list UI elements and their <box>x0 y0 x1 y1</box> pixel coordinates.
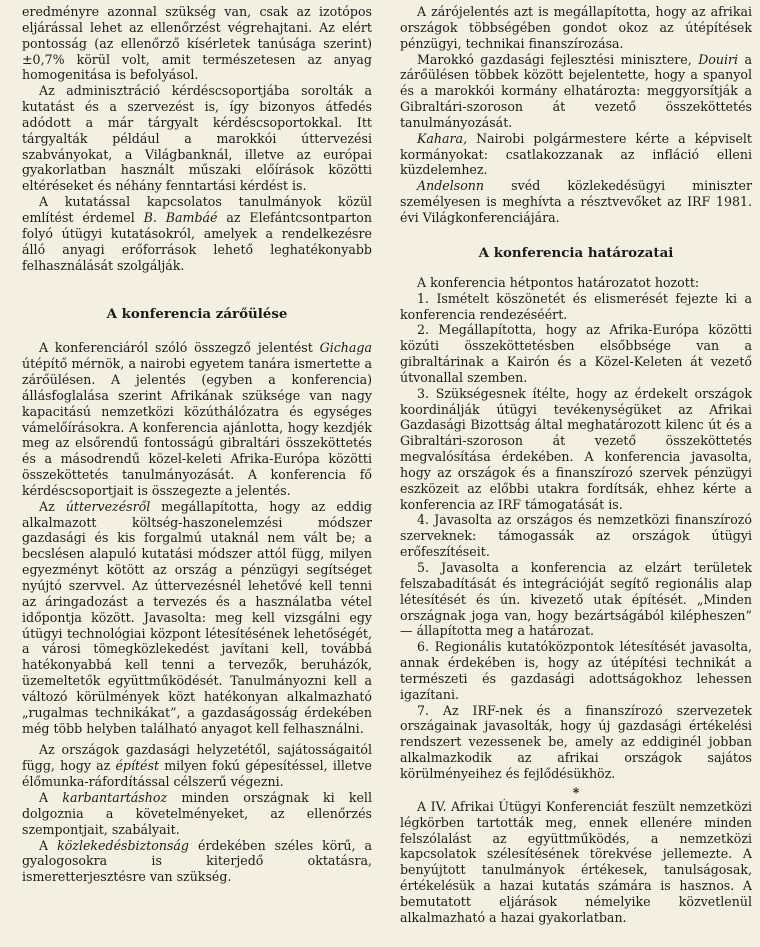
paragraph: Marokkó gazdasági fejlesztési minisztere, Douiri a zárőülésen többek között bejelentette, hogy a spanyol és a marokkói kormány elhatározta: meggyorsítják a Gibraltári-szoroson át vezető összeköttetés tanulmányozását. <box>400 51 752 130</box>
paragraph: Az adminisztráció kérdéscsoportjába sorolták a kutatást és a szervezést is, így bizonyos átfedés adódott a már tárgyalt kérdéscsoportokkal. Itt tárgyalták például a marokkói úttervezési szabványokat, a Világbanknál, illetve az európai gyakorlatban használt műszaki előírások közötti eltéréseket és néhány fenntartási kérdést is. <box>22 83 372 194</box>
paragraph: A konferenciáról szóló összegző jelentést Gichaga útépítő mérnök, a nairobi egyetem tanára ismertette a zárőülésen. A jelentés (egyben a konferencia) állásfoglalása szerint Afrikának szüksége van nagy kapacitású nemzetközi közúthálózatra és egységes vámelőírásokra. A konferencia ajánlotta, hogy kezdjék meg az elsőrendű fontosságú gibraltári összeköttetés és a másodrendű közel-keleti Afrika-Európa közötti összeköttetés tanulmányozását. A konferencia fő kérdéscsoportjait is összegezte a jelentés. <box>22 340 372 498</box>
section-heading: A konferencia zárőülése <box>106 306 288 323</box>
paragraph: A IV. Afrikai Útügyi Konferenciát feszült nemzetközi légkörben tartották meg, ennek ellenére minden felszólalást az együttműködés, a nemzetközi kapcsolatok szélesítésének törekvése jellemezte. A benyújtott tanulmányok értékesek, tanulságosak, értékelésük a hazai kutatás számára is hasznos. A bemutatott eljárások némelyike közvetlenül alkalmazható a hazai gyakorlatban. <box>400 798 752 925</box>
paragraph: Az országok gazdasági helyzetétől, sajátosságaitól függ, hogy az építést milyen fokú gépesítéssel, illetve élőmunka-ráfordítással célszerű végezni. <box>22 742 372 790</box>
emphasized-term: úttervezésről <box>65 498 151 514</box>
emphasized-term: karbantartáshoz <box>62 789 168 805</box>
resolution-intro: A konferencia hétpontos határozatot hozott: <box>417 274 700 290</box>
paragraph: A zárójelentés azt is megállapította, hogy az afrikai országok többségében gondot okoz az útépítések pénzügyi, technikai finanszírozása. <box>400 4 752 51</box>
person-name: B. Bambáé <box>143 209 218 225</box>
resolution-item: 2. Megállapította, hogy az Afrika-Európa közötti közúti összeköttetésben elsőbbsége van a gibraltárinak a Kairón és a Közel-Keleten át vezető útvonallal szemben. <box>400 322 752 385</box>
section-heading: A konferencia határozatai <box>478 244 674 261</box>
resolution-item: 5. Javasolta a konferencia az elzárt területek felszabadítását és integrációját segítő regionális alap létesítését és ún. kivezető utak építését. „Minden országnak joga van, hogy bezártságából kilépheszen” — állapította meg a határozat. <box>400 560 752 639</box>
person-name: Andelsonn <box>417 178 485 194</box>
left-column <box>22 4 372 885</box>
resolution-item: 7. Az IRF-nek és a finanszírozó szervezetek országainak javasolták, hogy új gazdasági értékelési rendszert vezessenek be, amely az eddiginél jobban alkalmazkodik az afrikai országok sajátos körülményeihez és fejlődésükhöz. <box>400 702 752 781</box>
right-column <box>400 4 752 926</box>
paragraph: Kahara, Nairobi polgármestere kérte a képviselt kormányokat: csatlakozzanak az infláció elleni küzdelemhez. <box>400 130 752 178</box>
paragraph: A karbantartáshoz minden országnak ki kell dolgoznia a követelményeket, az ellenőrzés szempontjait, szabályait. <box>22 789 372 837</box>
paragraph: A közlekedésbiztonság érdekében széles körű, a gyalogosokra is kiterjedő oktatásra, ismeretterjesztésre van szükség. <box>22 837 372 885</box>
resolution-item: 6. Regionális kutatóközpontok létesítését javasolta, annak érdekében is, hogy az útépítési technikát a természeti és gazdasági adottságokhoz lehessen igazítani. <box>400 639 752 702</box>
section-separator: * <box>572 784 580 800</box>
paragraph: A kutatással kapcsolatos tanulmányok közül említést érdemel B. Bambáé az Elefántcsontparton folyó útügyi kutatásokról, amelyek a rendelkezésre álló anyagi erőforrások lehető leghatékonyabb felhasználását szolgálják. <box>22 194 373 273</box>
paragraph: Az úttervezésről megállapította, hogy az eddig alkalmazott költség-haszonelemzési módszer gazdasági és kis forgalmú utaknál nem vált be; a becslésen alapuló kutatási módszer attól függ, milyen egyezményt kötött az ország a pénzügyi segítséget nyújtó szervvel. Az úttervezésnél lehetővé kell tenni az áringadozást a tervezés és a használatba vétel időpontja között. Javasolta: meg kell vizsgálni egy útügyi technológiai központ létesítésének lehetőségét, a városi tömegközlekedést javítani kell, továbbá hatékonyabbá kell tenni a tervezők, beruházók, üzemeltetők együttműködését. Tanulmányozni kell a változó körülmények közt hatékonyan alkalmazható „rugalmas technikákat”, a gazdaságosság érdekében még több helyben található anyagot kell felhasználni. <box>22 498 372 736</box>
paragraph: Andelsonn svéd közlekedésügyi miniszter személyesen is meghívta a résztvevőket az IRF 1981. évi Világkonferenciájára. <box>400 178 752 225</box>
person-name: Gichaga <box>319 340 372 356</box>
resolution-item: 3. Szükségesnek ítélte, hogy az érdekelt országok koordinálják útügyi tevékenységüket az Afrikai Gazdasági Bizottság által meghatározott kilenc út és a Gibraltári-szoroson át vezető összeköttetés megvalósítása érdekében. A konferencia javasolta, hogy az országok és a finanszírozó szervek pénzügyi eszközeit az előbbi utakra fordítsák, ehhez kérte a konferencia az IRF támogatását is. <box>400 385 752 512</box>
resolution-item: 1. Ismételt köszönetét és elismerését fejezte ki a konferencia rendezéséért. <box>400 290 752 322</box>
person-name: Douiri <box>698 51 739 67</box>
resolution-item: 4. Javasolta az országos és nemzetközi finanszírozó szerveknek: támogassák az országok útügyi erőfeszítéseit. <box>400 512 752 560</box>
emphasized-term: közlekedésbiztonság <box>57 837 189 853</box>
person-name: Kahara, <box>417 130 468 146</box>
emphasized-term: építést <box>115 758 160 774</box>
paragraph: eredményre azonnal szükség van, csak az izotópos eljárással lehet az ellenőrzést végrehajtani. Az elért pontosság (az ellenőrző kísérletek tanúsága szerint) ±0,7% körül volt, amit természetesen az anyag homogenitása is befolyásol. <box>22 4 372 83</box>
